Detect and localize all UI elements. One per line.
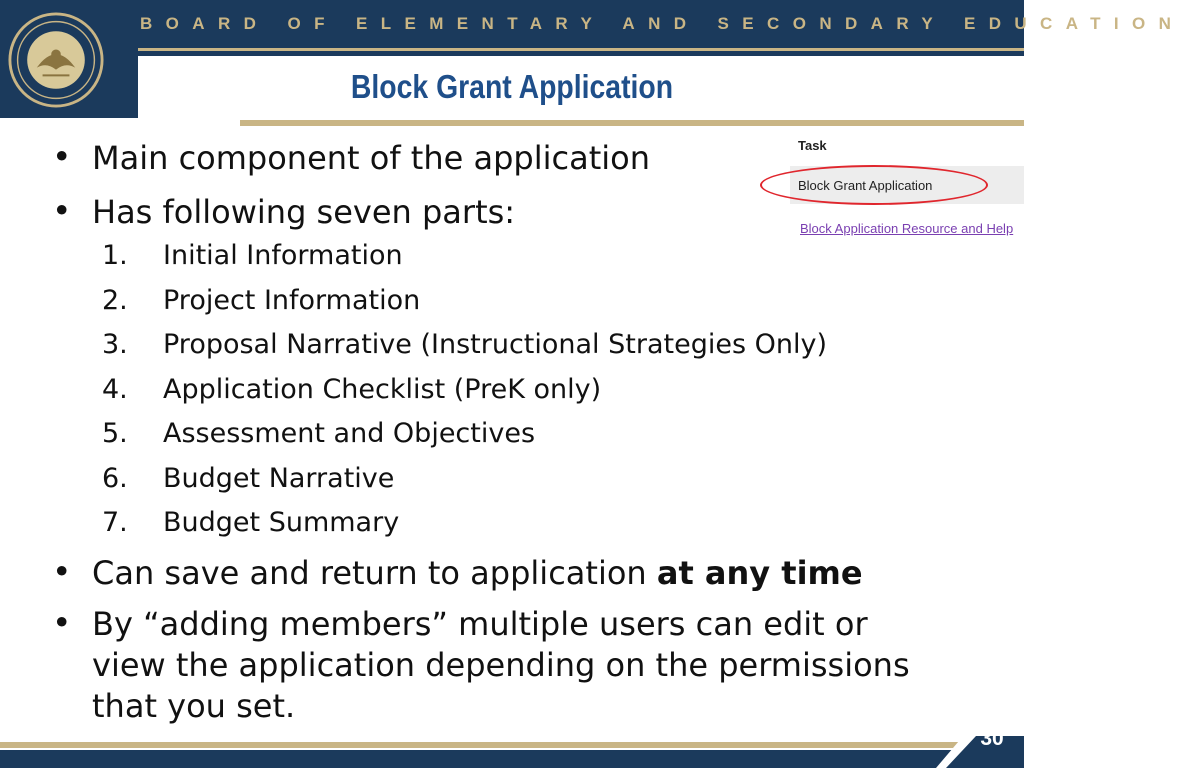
bullet-members-line3: that you set. bbox=[92, 687, 296, 725]
footer-band bbox=[0, 750, 1024, 768]
part-budget-summary: Budget Summary bbox=[163, 507, 400, 538]
task-header: Task bbox=[798, 138, 827, 153]
bullet-save-text: Can save and return to application bbox=[92, 554, 657, 592]
part-budget-narrative: Budget Narrative bbox=[163, 463, 395, 494]
part-number: 7. bbox=[102, 507, 128, 538]
footer-line bbox=[0, 742, 1024, 748]
org-name: BOARD OF ELEMENTARY AND SECONDARY EDUCATION bbox=[140, 14, 1184, 33]
bullet-members-line2: view the application depending on the permissions bbox=[92, 646, 910, 684]
bullet-members-line1: By “adding members” multiple users can edit or bbox=[92, 605, 868, 643]
title-divider bbox=[138, 48, 1024, 51]
task-row-label[interactable]: Block Grant Application bbox=[798, 178, 933, 193]
resource-help-link[interactable]: Block Application Resource and Help bbox=[800, 221, 1014, 236]
bullet-marker: • bbox=[52, 137, 72, 176]
part-proposal-narrative: Proposal Narrative (Instructional Strategies Only) bbox=[163, 329, 827, 360]
page-title: Block Grant Application bbox=[350, 68, 674, 105]
bullet-save-return bbox=[92, 553, 863, 594]
part-assessment-objectives: Assessment and Objectives bbox=[163, 418, 536, 449]
bullet-marker: • bbox=[52, 191, 72, 230]
bullet-main-component: Main component of the application bbox=[92, 139, 650, 177]
part-number: 4. bbox=[102, 374, 128, 405]
part-number: 1. bbox=[102, 240, 128, 271]
bullet-save-emphasis: at any time bbox=[656, 554, 863, 592]
state-seal-icon bbox=[8, 12, 104, 108]
part-number: 2. bbox=[102, 285, 128, 316]
bullet-marker: • bbox=[52, 603, 72, 642]
part-number: 3. bbox=[102, 329, 128, 360]
page-number: 30 bbox=[980, 727, 1004, 750]
title-underline bbox=[240, 120, 1024, 126]
part-application-checklist: Application Checklist (PreK only) bbox=[163, 374, 602, 405]
highlight-oval bbox=[760, 165, 988, 205]
part-project-information: Project Information bbox=[163, 285, 421, 316]
bullet-marker: • bbox=[52, 552, 72, 591]
part-initial-information: Initial Information bbox=[163, 240, 403, 271]
part-number: 6. bbox=[102, 463, 128, 494]
bullet-seven-parts: Has following seven parts: bbox=[92, 193, 516, 231]
part-number: 5. bbox=[102, 418, 128, 449]
